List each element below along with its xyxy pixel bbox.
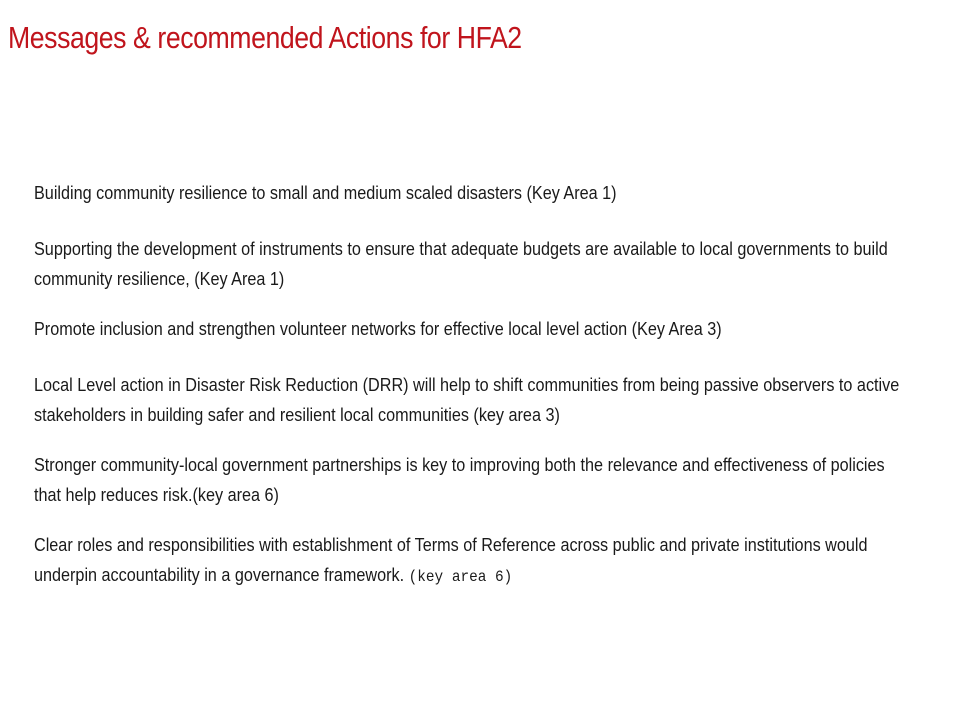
- message-list: [34, 178, 914, 618]
- slide-title: Messages & recommended Actions for HFA2: [8, 20, 522, 55]
- message-item-6-key-area: (key area 6): [408, 568, 513, 586]
- message-item-6: [34, 530, 914, 592]
- message-item-1: Building community resilience to small and medium scaled disasters (Key Area 1): [34, 183, 617, 203]
- message-item-6-text: Clear roles and responsibilities with establishment of Terms of Reference across public and private institutions would underpin accountability in a governance framework.: [34, 535, 868, 585]
- message-item-5: Stronger community-local government partnerships is key to improving both the relevance and effectiveness of policies that help reduces risk.(key area 6): [34, 455, 885, 505]
- message-item-4: Local Level action in Disaster Risk Reduction (DRR) will help to shift communities from being passive observers to active stakeholders in building safer and resilient local communities (key area 3): [34, 375, 900, 425]
- message-item-3: Promote inclusion and strengthen volunteer networks for effective local level action (Key Area 3): [34, 319, 722, 339]
- message-item-2: Supporting the development of instruments to ensure that adequate budgets are available to local governments to build community resilience, (Key Area 1): [34, 239, 888, 289]
